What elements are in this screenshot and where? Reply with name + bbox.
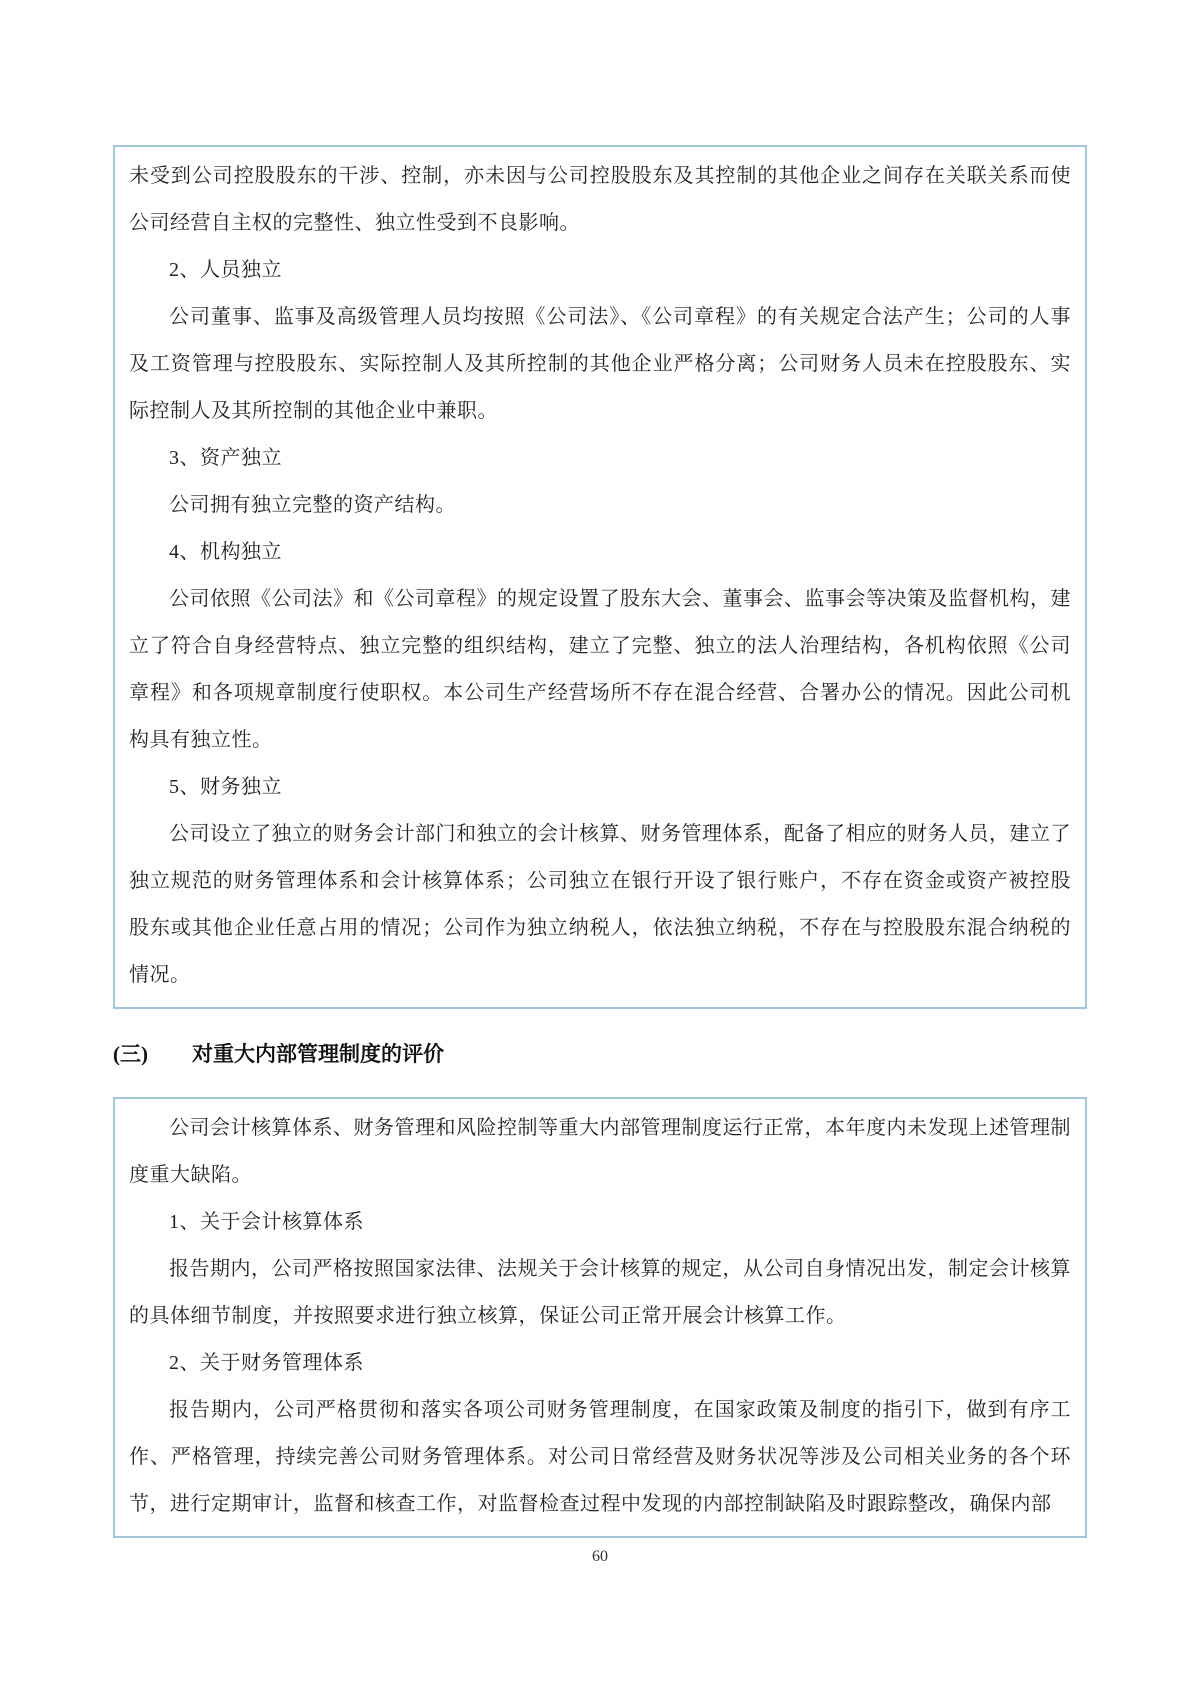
section-heading [113, 1039, 1087, 1069]
item-heading-financial-independence: 5、财务独立 [169, 776, 282, 798]
item-heading-organization-independence: 4、机构独立 [169, 541, 282, 563]
paragraph-management-systems-normal: 公司会计核算体系、财务管理和风险控制等重大内部管理制度运行正常，本年度内未发现上述管理制度重大缺陷。 [129, 1117, 1071, 1186]
paragraph-financial-independence: 公司设立了独立的财务会计部门和独立的会计核算、财务管理体系，配备了相应的财务人员，建立了独立规范的财务管理体系和会计核算体系；公司独立在银行开设了银行账户，不存在资金或资产被控股股东或其他企业任意占用的情况；公司作为独立纳税人，依法独立纳税，不存在与控股股东混合纳税的情况。 [129, 823, 1071, 986]
section-heading-numeral: (三) [113, 1042, 148, 1066]
page-number: 60 [592, 1548, 608, 1565]
paragraph-organization-independence: 公司依照《公司法》和《公司章程》的规定设置了股东大会、董事会、监事会等决策及监督机构，建立了符合自身经营特点、独立完整的组织结构，建立了完整、独立的法人治理结构，各机构依照《公司章程》和各项规章制度行使职权。本公司生产经营场所不存在混合经营、合署办公的情况。因此公司机构具有独立性。 [129, 588, 1071, 751]
paragraph-continuation: 未受到公司控股股东的干涉、控制，亦未因与公司控股股东及其控制的其他企业之间存在关联关系而使公司经营自主权的完整性、独立性受到不良影响。 [129, 165, 1071, 234]
independence-section-box [113, 145, 1087, 1009]
paragraph-personnel-independence: 公司董事、监事及高级管理人员均按照《公司法》、《公司章程》的有关规定合法产生；公司的人事及工资管理与控股股东、实际控制人及其所控制的其他企业严格分离；公司财务人员未在控股股东、实际控制人及其所控制的其他企业中兼职。 [129, 306, 1071, 422]
internal-management-evaluation-box [113, 1097, 1087, 1538]
paragraph-asset-independence: 公司拥有独立完整的资产结构。 [169, 494, 456, 516]
item-heading-asset-independence: 3、资产独立 [169, 447, 282, 469]
paragraph-accounting-system: 报告期内，公司严格按照国家法律、法规关于会计核算的规定，从公司自身情况出发，制定会计核算的具体细节制度，并按照要求进行独立核算，保证公司正常开展会计核算工作。 [129, 1258, 1071, 1327]
item-heading-accounting-system: 1、关于会计核算体系 [169, 1211, 364, 1233]
item-heading-financial-management-system: 2、关于财务管理体系 [169, 1352, 364, 1374]
section-heading-title: 对重大内部管理制度的评价 [192, 1042, 444, 1066]
item-heading-personnel-independence: 2、人员独立 [169, 259, 282, 281]
paragraph-financial-management-system: 报告期内，公司严格贯彻和落实各项公司财务管理制度，在国家政策及制度的指引下，做到有序工作、严格管理，持续完善公司财务管理体系。对公司日常经营及财务状况等涉及公司相关业务的各个环节，进行定期审计，监督和核查工作，对监督检查过程中发现的内部控制缺陷及时跟踪整改，确保内部 [129, 1399, 1071, 1515]
